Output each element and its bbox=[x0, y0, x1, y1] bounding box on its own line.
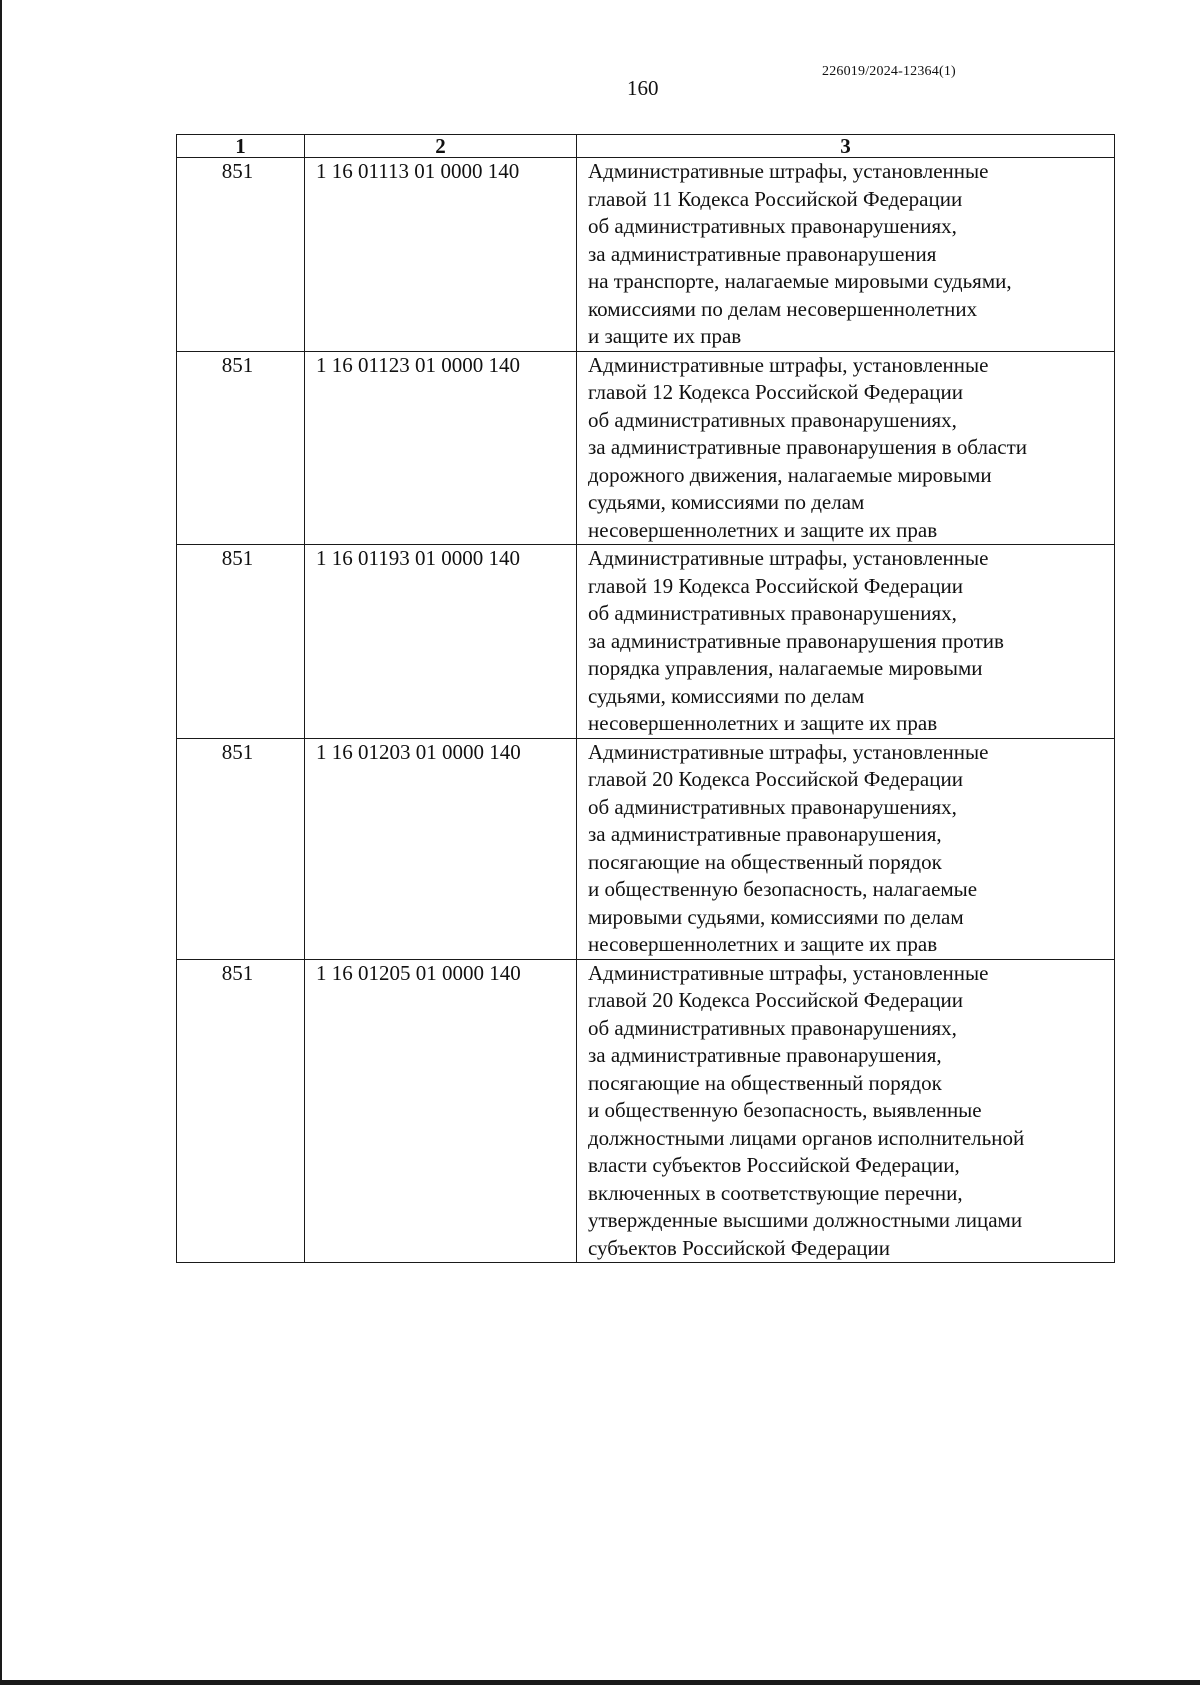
revenue-code-cell: 1 16 01123 01 0000 140 bbox=[305, 351, 577, 545]
table-row bbox=[177, 545, 1115, 739]
column-header-2: 2 bbox=[305, 135, 577, 158]
scan-left-edge bbox=[0, 0, 2, 1685]
table-row bbox=[177, 158, 1115, 352]
revenue-description-cell: Административные штрафы, установленные главой 20 Кодекса Российской Федерации об административных правонарушениях, за административные правонарушения, посягающие на общественный порядок и общественную безопасность, выявленные должностными лицами органов исполнительной власти субъектов Российской Федерации, включенных в соответствующие перечни, утвержденные высшими должностными лицами субъектов Российской Федерации bbox=[577, 959, 1115, 1263]
column-header-1: 1 bbox=[177, 135, 305, 158]
scan-bottom-edge bbox=[0, 1680, 1200, 1685]
table bbox=[176, 134, 1115, 1263]
table-row bbox=[177, 738, 1115, 959]
revenue-description-cell: Административные штрафы, установленные главой 12 Кодекса Российской Федерации об административных правонарушениях, за административные правонарушения в области дорожного движения, налагаемые мировыми судьями, комиссиями по делам несовершеннолетних и защите их прав bbox=[577, 351, 1115, 545]
revenue-code-cell: 1 16 01205 01 0000 140 bbox=[305, 959, 577, 1263]
administrator-code-cell: 851 bbox=[177, 738, 305, 959]
table-row bbox=[177, 351, 1115, 545]
revenue-description-cell: Административные штрафы, установленные главой 20 Кодекса Российской Федерации об административных правонарушениях, за административные правонарушения, посягающие на общественный порядок и общественную безопасность, налагаемые мировыми судьями, комиссиями по делам несовершеннолетних и защите их прав bbox=[577, 738, 1115, 959]
budget-classification-table bbox=[176, 134, 1115, 1263]
table-header-row bbox=[177, 135, 1115, 158]
revenue-code-cell: 1 16 01193 01 0000 140 bbox=[305, 545, 577, 739]
document-id: 226019/2024-12364(1) bbox=[822, 64, 956, 79]
administrator-code-cell: 851 bbox=[177, 158, 305, 352]
revenue-code-cell: 1 16 01203 01 0000 140 bbox=[305, 738, 577, 959]
column-header-3: 3 bbox=[577, 135, 1115, 158]
table-row bbox=[177, 959, 1115, 1263]
revenue-code-cell: 1 16 01113 01 0000 140 bbox=[305, 158, 577, 352]
administrator-code-cell: 851 bbox=[177, 351, 305, 545]
page-number: 160 bbox=[627, 76, 659, 100]
administrator-code-cell: 851 bbox=[177, 545, 305, 739]
revenue-description-cell: Административные штрафы, установленные главой 11 Кодекса Российской Федерации об административных правонарушениях, за административные правонарушения на транспорте, налагаемые мировыми судьями, комиссиями по делам несовершеннолетних и защите их прав bbox=[577, 158, 1115, 352]
administrator-code-cell: 851 bbox=[177, 959, 305, 1263]
revenue-description-cell: Административные штрафы, установленные главой 19 Кодекса Российской Федерации об административных правонарушениях, за административные правонарушения против порядка управления, налагаемые мировыми судьями, комиссиями по делам несовершеннолетних и защите их прав bbox=[577, 545, 1115, 739]
